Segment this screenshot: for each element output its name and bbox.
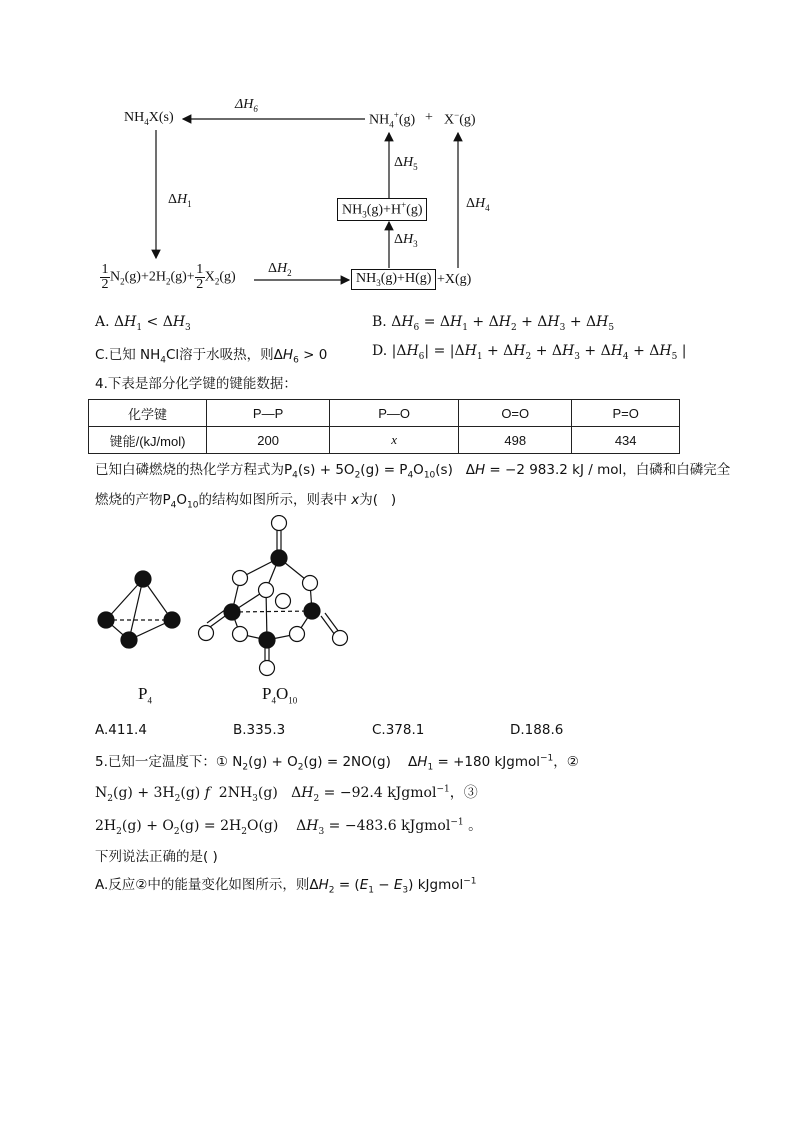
label-dh2: $\Delta H_2$ bbox=[268, 261, 292, 278]
label-ions-left: $NH_4^+(g)$ bbox=[369, 110, 416, 130]
label-dh1: $\Delta H_1$ bbox=[168, 192, 192, 209]
q3-option-c: C.已知 $NH_4Cl$溶于水吸热，则$\Delta H_6 > 0$ bbox=[95, 347, 328, 366]
q4-option-c: C.378.1 bbox=[372, 722, 425, 738]
q3-option-a: A. $\Delta H_1 < \Delta H_3$ bbox=[95, 314, 191, 333]
q5-line1: 5.已知一定温度下：① $N_2(g) + O_2(g) = 2NO(g)$ $\Delta H_1 = +180$ kJgmol$^{-1}$，② bbox=[95, 753, 579, 773]
q4-text-line1: 已知白磷燃烧的热化学方程式为$P_4(s) + 5O_2(g) = P_4O_{10}(s) \Delta H = -2$ 983.2 kJ / mol，白磷和白磷完全 bbox=[95, 462, 731, 481]
q5-line5: A.反应②中的能量变化如图所示，则$\Delta H_2 = (E_1 - E_3)$ kJgmol$^{-1}$ bbox=[95, 876, 477, 896]
label-dh5: $\Delta H_5$ bbox=[394, 155, 418, 172]
table-row bbox=[89, 427, 680, 454]
q5-line2: $N_2(g) + 3H_2(g)$ f $2NH_3(g) \Delta H_2 = -92.4$ kJgmol$^{-1}$，③ bbox=[95, 784, 478, 804]
thermochemical-cycle-diagram bbox=[0, 0, 794, 300]
table-header-cell: O=O bbox=[459, 400, 572, 427]
box-nh3-h: $NH_3(g)+H(g)$ bbox=[351, 269, 436, 290]
q3-option-d: D. $|\Delta H_6| = |\Delta H_1 + \Delta H_2 + \Delta H_3 + \Delta H_4 + \Delta H_5$ | bbox=[372, 343, 687, 362]
p4o10-cage bbox=[199, 516, 348, 676]
label-reactants: 1 2 $N_2(g)+2H_2(g)+1$ 2 $X_2(g)$ bbox=[101, 262, 236, 292]
table-row bbox=[89, 400, 680, 427]
q4-option-d: D.188.6 bbox=[510, 722, 564, 738]
table-header-cell: P—P bbox=[207, 400, 330, 427]
label-ions-right: X−(g) bbox=[444, 110, 476, 128]
q4-text-line2: 燃烧的产物$P_4O_{10}$的结构如图所示，则表中 x为( ) bbox=[95, 492, 397, 511]
table-cell: 200 bbox=[207, 427, 330, 454]
label-plus: + bbox=[425, 110, 433, 125]
q4-option-b: B.335.3 bbox=[233, 722, 286, 738]
table-header-cell: P—O bbox=[330, 400, 459, 427]
box-nh3-hplus: $NH_3(g)+H^+(g)$ bbox=[337, 198, 427, 221]
label-nh4x: $NH_4X(s)$ bbox=[124, 110, 174, 127]
table-cell: x bbox=[330, 427, 459, 454]
molecular-structure-figure bbox=[90, 515, 350, 710]
table-row-label: 键能/(kJ/mol) bbox=[89, 427, 207, 454]
q5-line3: $2H_2(g) + O_2(g) = 2H_2O(g)$ $\Delta H_3 = -483.6$ kJgmol$^{-1}$ 。 bbox=[95, 817, 483, 837]
q5-line4: 下列说法正确的是( ) bbox=[95, 849, 218, 865]
label-dh3: $\Delta H_3$ bbox=[394, 232, 418, 249]
label-p4: $P_4$ bbox=[138, 684, 152, 706]
label-tail: +X(g) bbox=[437, 272, 472, 287]
table-header-cell: P=O bbox=[572, 400, 680, 427]
label-dh6: $\Delta H_6$ bbox=[235, 97, 258, 114]
label-dh4: $\Delta H_4$ bbox=[466, 196, 490, 213]
p4-tetrahedron bbox=[98, 571, 180, 648]
q4-option-a: A.411.4 bbox=[95, 722, 147, 738]
table-cell: 434 bbox=[572, 427, 680, 454]
q3-option-b: B. $\Delta H_6 = \Delta H_1 + \Delta H_2 + \Delta H_3 + \Delta H_5$ bbox=[372, 314, 615, 333]
table-cell: 498 bbox=[459, 427, 572, 454]
q4-stem: 4.下表是部分化学键的键能数据： bbox=[95, 376, 297, 392]
label-p4o10: $P_4O_{10}$ bbox=[262, 684, 298, 706]
bond-energy-table bbox=[88, 399, 680, 454]
table-header-cell: 化学键 bbox=[89, 400, 207, 427]
